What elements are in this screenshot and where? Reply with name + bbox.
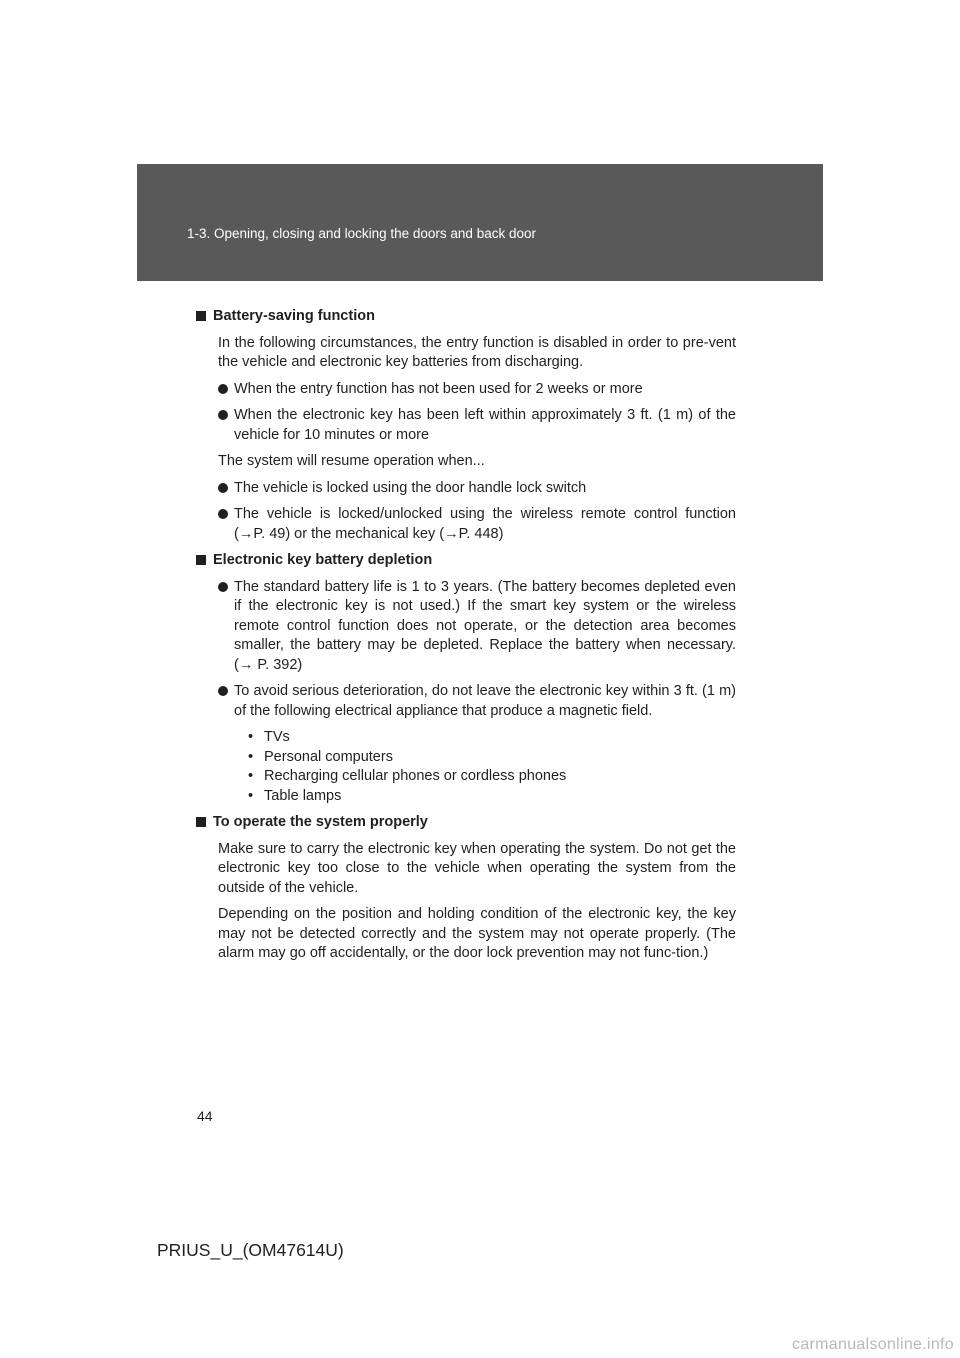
- paragraph: Depending on the position and holding condition of the electronic key, the key may not be detected correctly and the system may not operate properly. (The alarm may go off accidentally, or the door lock prevention may not func-tion.): [218, 906, 736, 961]
- bullet-item: [218, 380, 736, 400]
- section-battery-saving: [196, 307, 736, 544]
- list-item-text: TVs: [264, 729, 290, 745]
- page-number: 44: [197, 1108, 213, 1124]
- section-operate-properly: [196, 813, 736, 964]
- bullet-item: [218, 406, 736, 445]
- section-heading: [196, 551, 736, 571]
- bullet-item: [218, 505, 736, 544]
- list-item: [244, 767, 736, 787]
- dot-bullet-icon: •: [248, 729, 254, 745]
- list-item-text: Personal computers: [264, 748, 393, 765]
- square-bullet-icon: [196, 817, 206, 827]
- paragraph: In the following circumstances, the entry function is disabled in order to pre-vent the vehicle and electronic key batteries from discharging.: [218, 334, 736, 370]
- list-item: [244, 787, 736, 807]
- watermark: carmanualsonline.info: [792, 1336, 954, 1353]
- list-item-text: Recharging cellular phones or cordless phones: [264, 768, 567, 784]
- square-bullet-icon: [196, 555, 206, 565]
- section-heading: [196, 813, 736, 833]
- bullet-item: [218, 479, 736, 499]
- bullet-text: The vehicle is locked/unlocked using the wireless remote control function (→P. 49) or the mechanical key (→P. 448): [234, 506, 736, 542]
- document-code: PRIUS_U_(OM47614U): [157, 1240, 344, 1260]
- round-bullet-icon: [218, 384, 228, 394]
- bullet-item: [218, 682, 736, 721]
- heading-text: Battery-saving function: [213, 308, 375, 324]
- paragraph: The system will resume operation when...: [218, 453, 485, 469]
- section-heading: [196, 307, 736, 327]
- bullet-item: [218, 578, 736, 676]
- list-item: [244, 748, 736, 768]
- section-key-battery-depletion: [196, 551, 736, 806]
- round-bullet-icon: [218, 509, 228, 519]
- dot-bullet-icon: •: [248, 768, 254, 784]
- bullet-text: The standard battery life is 1 to 3 years. (The battery becomes depleted even if the electronic key is not used.) If the smart key system or the wireless remote control function does not operate, or the detection area becomes smaller, the battery may be depleted. Replace the battery when necessary. (→ P. 392): [234, 578, 736, 673]
- square-bullet-icon: [196, 311, 206, 321]
- bullet-text: When the entry function has not been used for 2 weeks or more: [234, 380, 643, 397]
- round-bullet-icon: [218, 686, 228, 696]
- bullet-text: To avoid serious deterioration, do not leave the electronic key within 3 ft. (1 m) of the following electrical appliance that produce a magnetic field.: [234, 683, 736, 719]
- page-content: [196, 307, 736, 971]
- dot-bullet-icon: •: [248, 787, 254, 804]
- bullet-text: The vehicle is locked using the door handle lock switch: [234, 479, 587, 496]
- list-item: [244, 728, 736, 748]
- chapter-header-bar: [137, 164, 823, 281]
- round-bullet-icon: [218, 410, 228, 420]
- heading-text: To operate the system properly: [213, 814, 428, 830]
- round-bullet-icon: [218, 483, 228, 493]
- round-bullet-icon: [218, 582, 228, 592]
- appliance-list: [244, 728, 736, 806]
- paragraph: Make sure to carry the electronic key when operating the system. Do not get the electronic key too close to the vehicle when operating the system from the outside of the vehicle.: [218, 840, 736, 896]
- list-item-text: Table lamps: [264, 787, 342, 804]
- chapter-title: 1-3. Opening, closing and locking the doors and back door: [187, 226, 536, 241]
- bullet-text: When the electronic key has been left within approximately 3 ft. (1 m) of the vehicle for 10 minutes or more: [234, 407, 736, 443]
- heading-text: Electronic key battery depletion: [213, 552, 433, 568]
- dot-bullet-icon: •: [248, 748, 254, 765]
